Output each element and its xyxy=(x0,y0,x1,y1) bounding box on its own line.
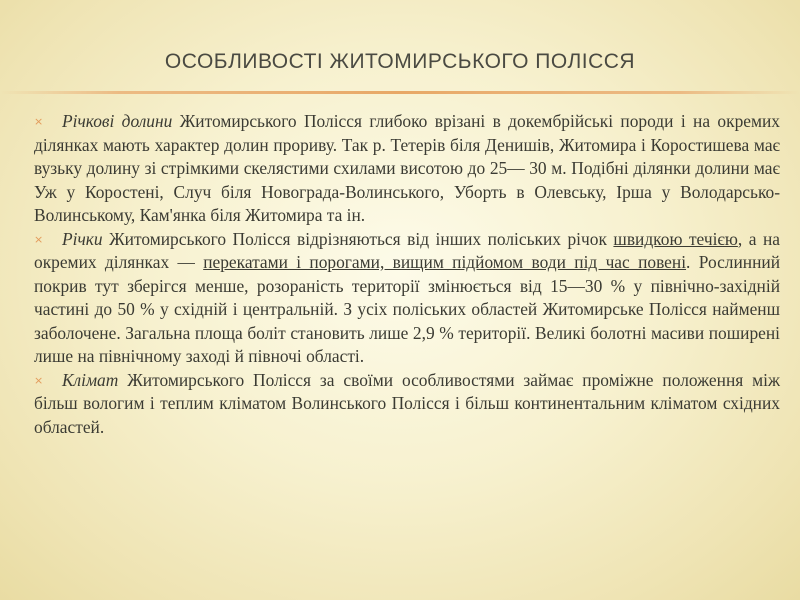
term-rivers: Річки xyxy=(62,228,103,249)
rivers-text-part-2: , а на окремих ділянках — xyxy=(34,228,780,272)
term-river-valleys: Річкові долини xyxy=(62,111,173,131)
slide-content xyxy=(34,110,780,439)
term-climate: Клімат xyxy=(62,369,119,390)
fast-current-link[interactable]: швидкою течією xyxy=(613,228,738,249)
x-bullet-icon: × xyxy=(34,373,44,387)
x-bullet-icon: × xyxy=(34,115,44,128)
bullet-river-valleys xyxy=(34,110,780,228)
x-bullet-icon: × xyxy=(34,232,44,246)
rapids-link[interactable]: перекатами і порогами, вищим підйомом води під час повені xyxy=(203,252,687,272)
bullet-rivers xyxy=(34,228,780,369)
river-valleys-text: Житомирського Полісся глибоко врізані в докембрійські породи і на окремих ділянках мають характер долин прориву. Так р. Тетерів біля Денишів, Житомира і Коростишева має вузьку долину зі стрімкими скелястими схилами висотою до 25— 30 м. Подібні ділянки долини має Уж у Коростені, Случ біля Новограда-Волинського, Уборть в Олевську, Ірша у Володарсько-Волинському, Кам'янка біля Житомира та ін. xyxy=(34,111,780,225)
rivers-text-part-1: Житомирського Полісся відрізняються від інших поліських річок xyxy=(102,228,614,249)
title-divider xyxy=(0,91,800,94)
bullet-climate xyxy=(34,369,780,440)
slide-title: ОСОБЛИВОСТІ ЖИТОМИРСЬКОГО ПОЛІССЯ xyxy=(164,50,636,73)
climate-text: Житомирського Полісся за своїми особливостями займає проміжне положення між більш вологим і теплим кліматом Волинського Полісся і більш континентальним кліматом східних областей. xyxy=(34,369,780,437)
rivers-text-part-3: . Рослинний покрив тут зберігся менше, розораність території змінюється від 15—30 % у північно-західній частині до 50 % у східній і центральній. З усіх поліських областей Житомирське Полісся найменш заболочене. Загальна площа боліт становить лише 2,9 % території. Великі болотні масиви поширені лише на північному заході й півночі області. xyxy=(34,252,781,366)
